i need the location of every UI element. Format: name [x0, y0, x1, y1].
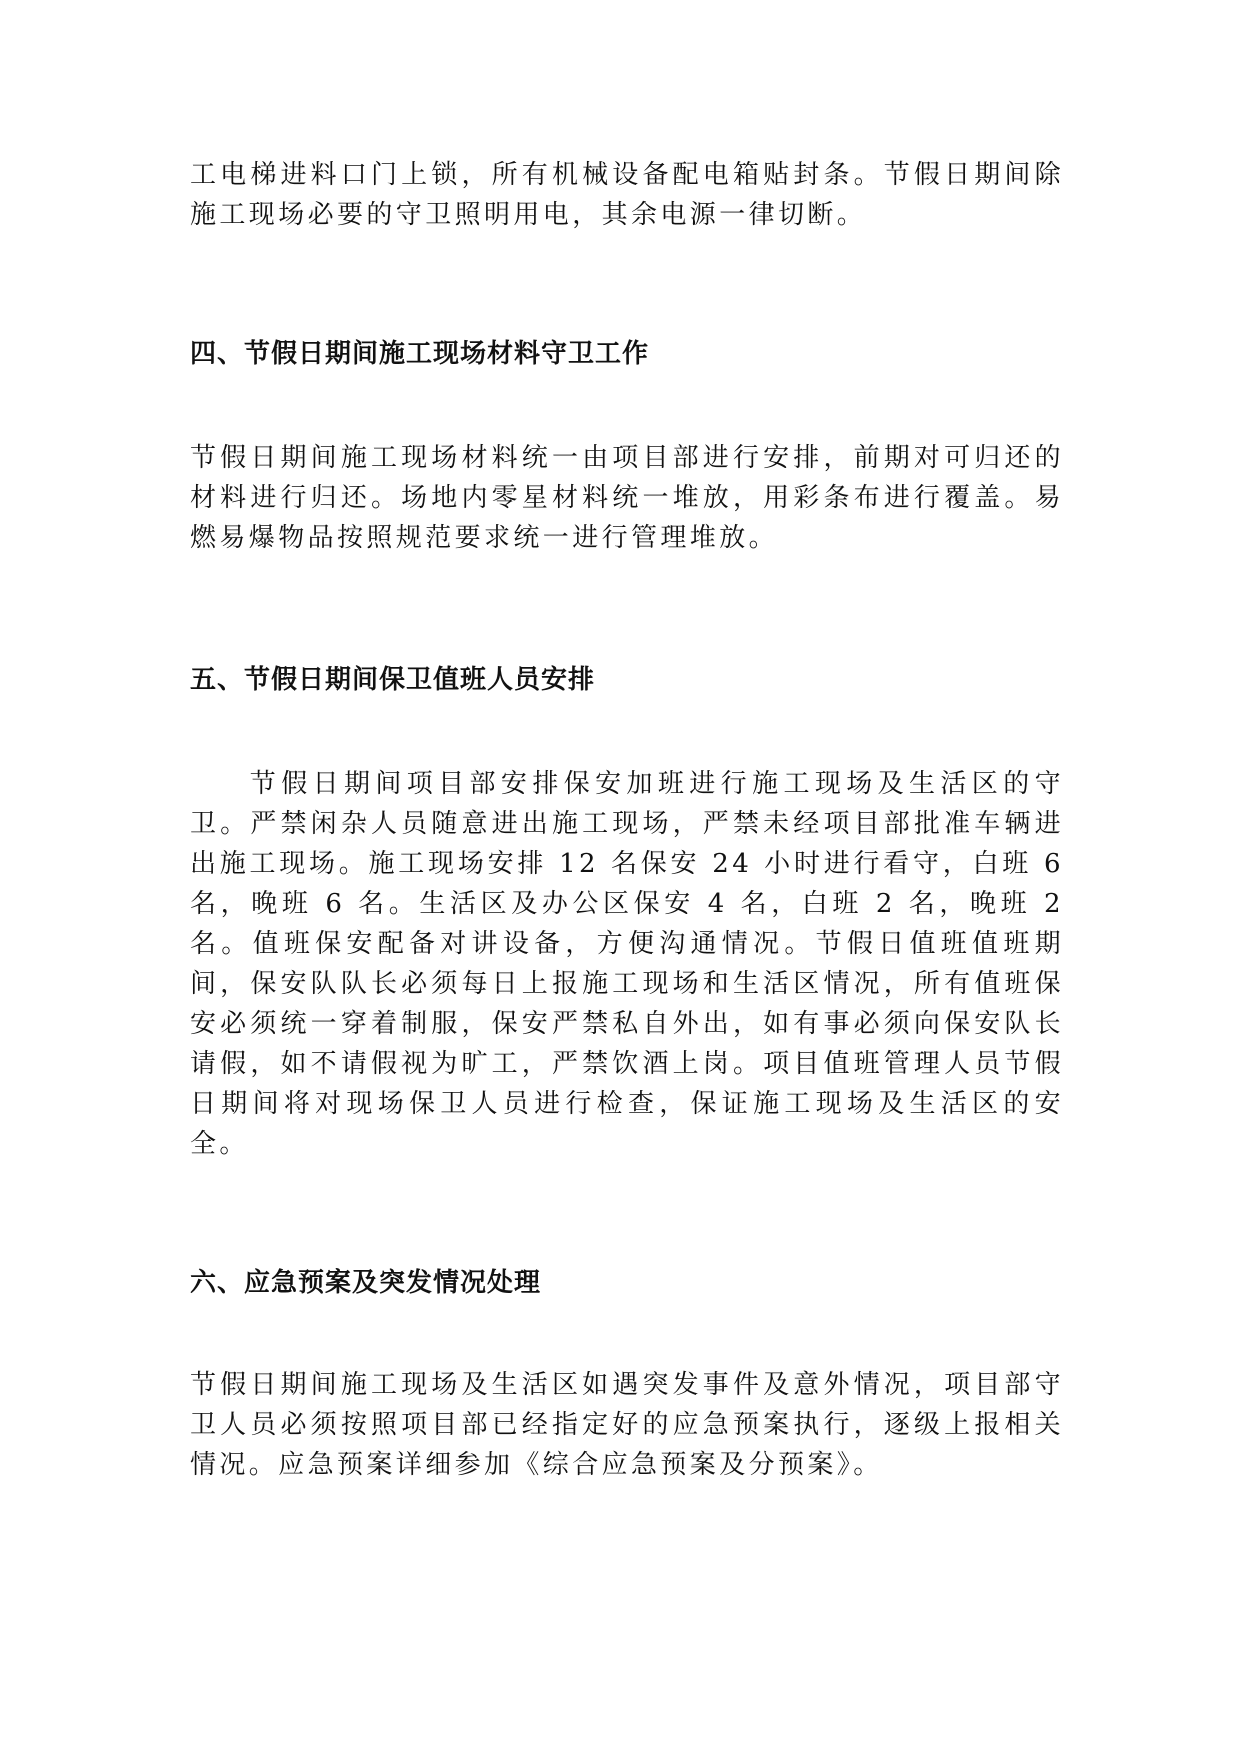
- section-paragraph-emergency-plan: 节假日期间施工现场及生活区如遇突发事件及意外情况，项目部守卫人员必须按照项目部已经指定好的应急预案执行，逐级上报相关情况。应急预案详细参加《综合应急预案及分预案》。: [190, 1370, 1064, 1480]
- section-paragraph-materials-guard: 节假日期间施工现场材料统一由项目部进行安排，前期对可归还的材料进行归还。场地内零星材料统一堆放，用彩条布进行覆盖。易燃易爆物品按照规范要求统一进行管理堆放。: [190, 443, 1064, 553]
- section-heading-emergency-plan: 六、应急预案及突发情况处理: [190, 1268, 542, 1298]
- section-heading-materials-guard: 四、节假日期间施工现场材料守卫工作: [190, 339, 650, 369]
- intro-paragraph: 工电梯进料口门上锁，所有机械设备配电箱贴封条。节假日期间除施工现场必要的守卫照明用电，其余电源一律切断。: [190, 160, 1064, 230]
- section-heading-security-duty: 五、节假日期间保卫值班人员安排: [190, 665, 596, 695]
- section-paragraph-security-duty: 节假日期间项目部安排保安加班进行施工现场及生活区的守卫。严禁闲杂人员随意进出施工现场，严禁未经项目部批准车辆进出施工现场。施工现场安排 12 名保安 24 小时进行看守，白班 6 名，晚班 6 名。生活区及办公区保安 4 名，白班 2 名，晚班 2 名。值班保安配备对讲设备，方便沟通情况。节假日值班值班期间，保安队队长必须每日上报施工现场和生活区情况，所有值班保安必须统一穿着制服，保安严禁私自外出，如有事必须向保安队长请假，如不请假视为旷工，严禁饮酒上岗。项目值班管理人员节假日期间将对现场保卫人员进行检查，保证施工现场及生活区的安全。: [190, 769, 1064, 1159]
